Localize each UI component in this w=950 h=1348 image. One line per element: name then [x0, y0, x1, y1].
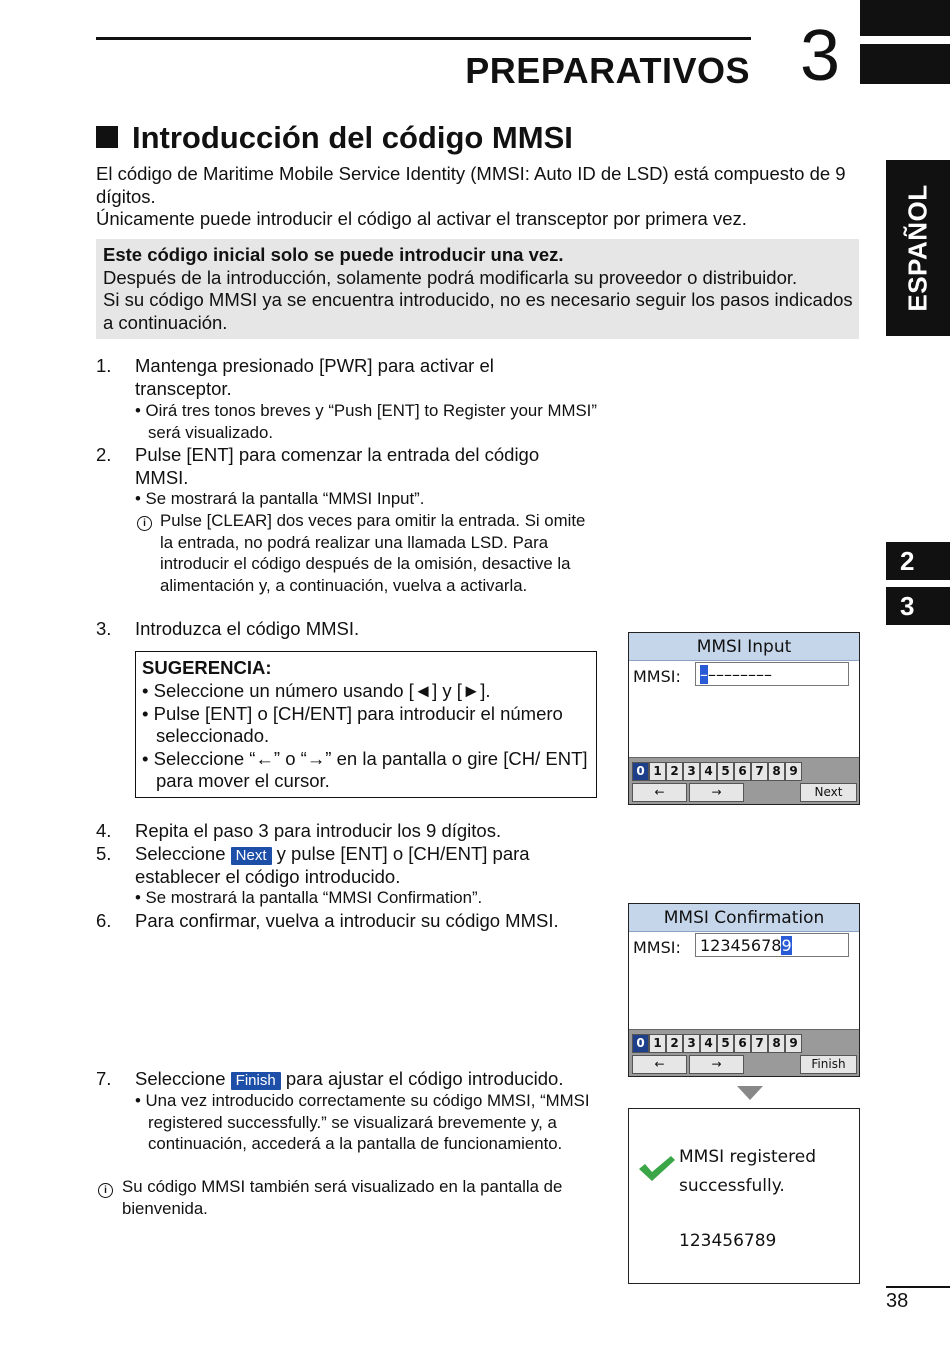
next-button[interactable]: Next — [800, 783, 857, 802]
mmsi-input-screen — [628, 632, 860, 805]
header-rule — [96, 37, 751, 40]
digit-key[interactable]: 3 — [683, 762, 700, 781]
step-7-bullet: • Una vez introducido correctamente su código MMSI, “MMSI registered successfully.” se visualizará brevemente y, a continuación, accederá a la pantalla de funcionamiento. — [135, 1091, 590, 1153]
step-1-number: 1. — [96, 355, 112, 376]
screen-title: MMSI Confirmation — [629, 904, 859, 932]
down-arrow-icon — [737, 1086, 763, 1100]
square-bullet-icon — [96, 126, 118, 148]
note-line-2: Si su código MMSI ya se encuentra introducido, no es necesario seguir los pasos indicados a continuación. — [103, 289, 853, 333]
step-6-number: 6. — [96, 910, 112, 931]
note-line-1: Después de la introducción, solamente podrá modificarla su proveedor o distribuidor. — [103, 266, 798, 288]
step-2-number: 2. — [96, 444, 112, 465]
screen-title: MMSI Input — [629, 633, 859, 661]
step-2-info: Pulse [CLEAR] dos veces para omitir la entrada. Si omite la entrada, no podrá realizar una llamada LSD. Para introducir el código después de la omisión, desactive la alimentación y, a continuación, vuelva a activarla. — [160, 511, 586, 595]
step-3-text: Introduzca el código MMSI. — [135, 618, 360, 639]
tip-item: • Seleccione “←” o “→” en la pantalla o gire [CH/ ENT] para mover el cursor. — [142, 747, 588, 791]
registered-screen — [628, 1108, 860, 1284]
digit-key[interactable]: 8 — [768, 1034, 785, 1053]
tip-item: • Seleccione un número usando [◄] y [►]. — [142, 680, 491, 701]
note-heading: Este código inicial solo se puede introducir una vez. — [103, 244, 564, 265]
page-number: 38 — [886, 1290, 909, 1312]
cursor-right-button[interactable]: → — [689, 1055, 744, 1074]
mmsi-confirmation-screen — [628, 903, 860, 1077]
finish-button[interactable]: Finish — [800, 1055, 857, 1074]
step-3-number: 3. — [96, 618, 112, 639]
step-1-bullet: • Oirá tres tonos breves y “Push [ENT] to Register your MMSI” será visualizado. — [135, 401, 597, 442]
digit-key[interactable]: 6 — [734, 1034, 751, 1053]
info-icon: i — [137, 513, 152, 531]
digit-key[interactable]: 7 — [751, 1034, 768, 1053]
note-box — [96, 239, 859, 339]
section-title: Introducción del código MMSI — [96, 120, 573, 156]
step-5-text: Seleccione Next y pulse [ENT] o [CH/ENT] para establecer el código introducido. — [135, 843, 530, 887]
step-7-number: 7. — [96, 1068, 112, 1089]
digit-key[interactable]: 2 — [666, 762, 683, 781]
mmsi-input-field[interactable]: ––––––––– — [695, 662, 849, 686]
digit-key[interactable]: 0 — [632, 1034, 649, 1053]
tip-item: • Pulse [ENT] o [CH/ENT] para introducir el número seleccionado. — [142, 702, 563, 746]
step-4-number: 4. — [96, 820, 112, 841]
step-2-bullet: • Se mostrará la pantalla “MMSI Input”. — [135, 489, 425, 508]
intro-paragraph-1: El código de Maritime Mobile Service Identity (MMSI: Auto ID de LSD) está compuesto de 9 dígitos. — [96, 163, 846, 207]
language-label: ESPAÑOL — [902, 184, 933, 312]
cursor-left-button[interactable]: ← — [632, 783, 687, 802]
mmsi-label: MMSI: — [633, 938, 681, 957]
tip-heading: SUGERENCIA: — [142, 657, 272, 678]
keypad — [629, 757, 859, 804]
cursor-left-button[interactable]: ← — [632, 1055, 687, 1074]
digit-key[interactable]: 2 — [666, 1034, 683, 1053]
info-icon: i — [98, 1180, 113, 1198]
step-2-text: Pulse [ENT] para comenzar la entrada del código MMSI. — [135, 444, 540, 488]
section-tab-3: 3 — [886, 587, 950, 625]
digit-key[interactable]: 3 — [683, 1034, 700, 1053]
digit-key[interactable]: 1 — [649, 762, 666, 781]
step-1-text: Mantenga presionado [PWR] para activar el transceptor. — [135, 355, 494, 399]
header-block-bottom — [860, 44, 950, 84]
registered-code: 123456789 — [679, 1231, 777, 1251]
digit-key[interactable]: 4 — [700, 762, 717, 781]
digit-key[interactable]: 9 — [785, 762, 802, 781]
header-block-top — [860, 0, 950, 36]
finish-key-chip: Finish — [231, 1072, 281, 1090]
section-tab-2: 2 — [886, 542, 950, 580]
step-6-text: Para confirmar, vuelva a introducir su código MMSI. — [135, 910, 559, 931]
step-5-bullet: • Se mostrará la pantalla “MMSI Confirmation”. — [135, 888, 483, 907]
chapter-number: 3 — [800, 16, 841, 96]
digit-key[interactable]: 1 — [649, 1034, 666, 1053]
input-cursor: – — [700, 665, 708, 684]
mmsi-input-field[interactable]: 123456789 — [695, 933, 849, 957]
chapter-title: PREPARATIVOS — [465, 50, 750, 91]
step-5-number: 5. — [96, 843, 112, 864]
digit-key[interactable]: 4 — [700, 1034, 717, 1053]
check-icon — [637, 1153, 677, 1183]
next-key-chip: Next — [231, 847, 272, 865]
tip-box — [135, 651, 597, 798]
footer-rule — [886, 1286, 950, 1288]
success-message: MMSI registered successfully. — [679, 1147, 816, 1196]
cursor-right-button[interactable]: → — [689, 783, 744, 802]
step-4-text: Repita el paso 3 para introducir los 9 dígitos. — [135, 820, 502, 841]
keypad — [629, 1029, 859, 1076]
mmsi-label: MMSI: — [633, 667, 681, 686]
digit-key[interactable]: 8 — [768, 762, 785, 781]
step-7-text: Seleccione Finish para ajustar el código introducido. — [135, 1068, 564, 1089]
input-cursor: 9 — [781, 936, 792, 955]
digit-key[interactable]: 0 — [632, 762, 649, 781]
digit-key[interactable]: 6 — [734, 762, 751, 781]
digit-key[interactable]: 5 — [717, 762, 734, 781]
final-info: Su código MMSI también será visualizado en la pantalla de bienvenida. — [122, 1177, 563, 1218]
digit-key[interactable]: 5 — [717, 1034, 734, 1053]
digit-key[interactable]: 9 — [785, 1034, 802, 1053]
digit-key[interactable]: 7 — [751, 762, 768, 781]
language-tab — [886, 160, 950, 336]
intro-paragraph-2: Únicamente puede introducir el código al activar el transceptor por primera vez. — [96, 208, 747, 229]
